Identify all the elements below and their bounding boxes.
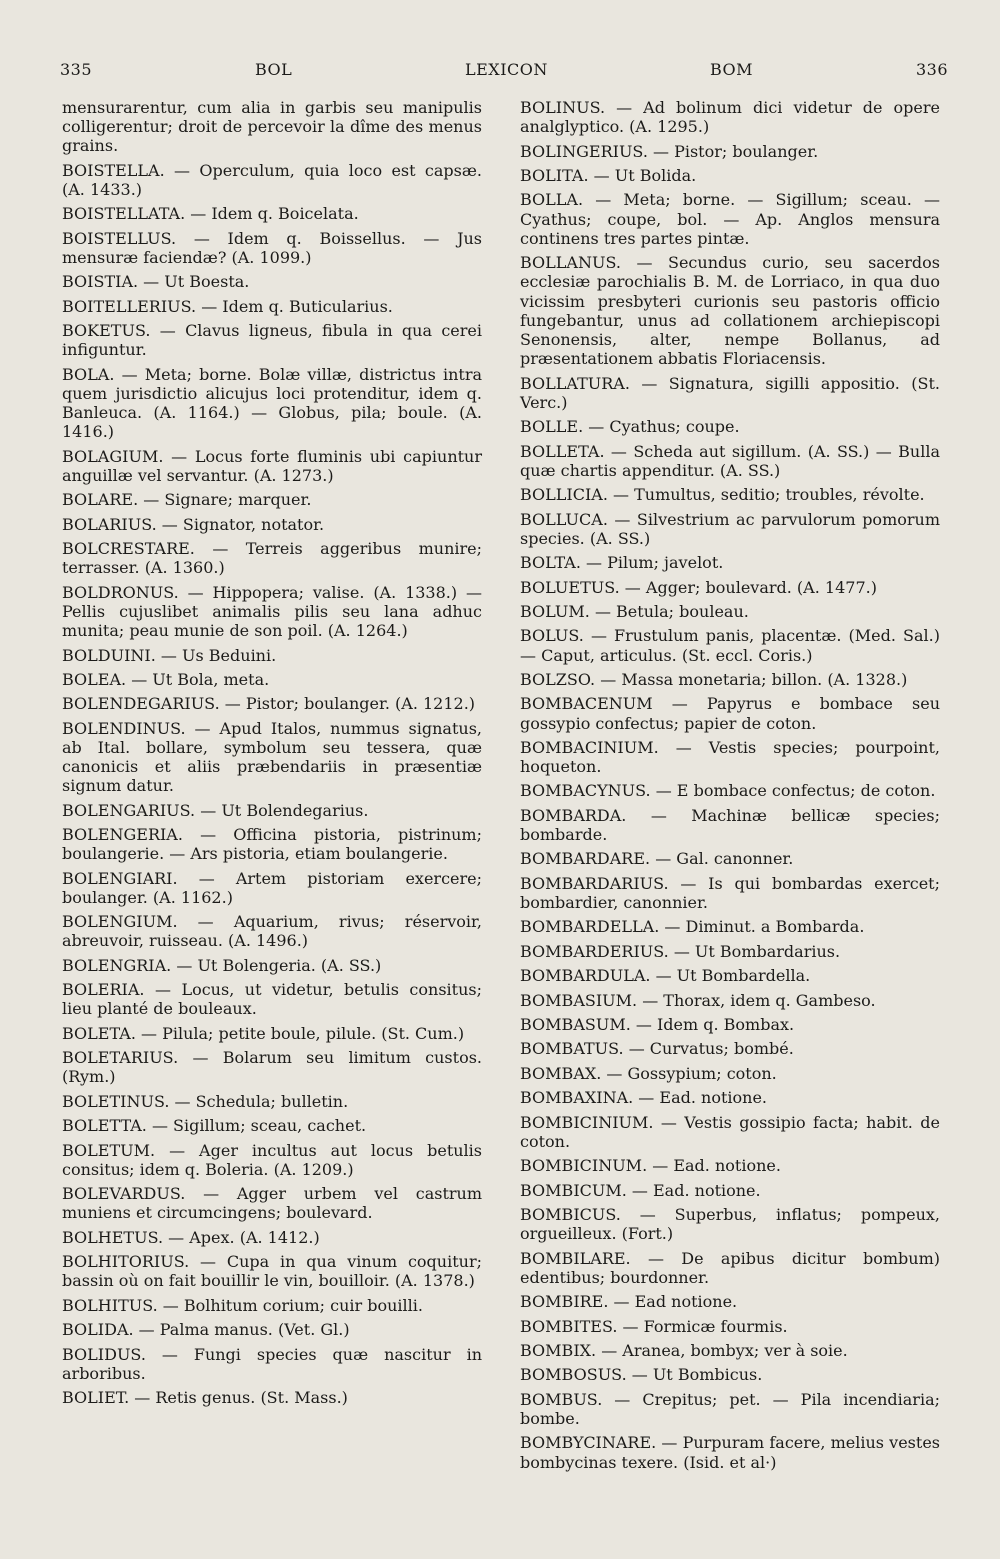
dictionary-entry: BOLARE. — Signare; marquer. — [62, 490, 312, 510]
dictionary-entry: BOLLA. — Meta; borne. — Sigillum; sceau. — Cyathus; coupe, bol. — Ap. Anglos mensura continens tres partes pintæ. — [520, 190, 940, 248]
dictionary-entry: BOKETUS. — Clavus ligneus, fibula in qua cerei infiguntur. — [62, 321, 482, 360]
dictionary-entry: BOLDUINI. — Us Beduini. — [62, 645, 277, 665]
dictionary-entry: BOLDRONUS. — Hippopera; valise. (A. 1338.) — Pellis cujuslibet animalis pilis seu lana adhuc munita; peau munie de son poil. (A. 1264.) — [62, 582, 482, 641]
dictionary-entry: BOISTIA. — Ut Boesta. — [62, 272, 250, 292]
dictionary-entry: BOLENDEGARIUS. — Pistor; boulanger. (A. 1212.) — [62, 694, 476, 714]
dictionary-entry: BOLITA. — Ut Bolida. — [520, 165, 697, 185]
dictionary-entry: BOMBAXINA. — Ead. notione. — [520, 1088, 767, 1108]
dictionary-entry: BOLTA. — Pilum; javelot. — [520, 553, 724, 573]
dictionary-entry: BOLETTA. — Sigillum; sceau, cachet. — [62, 1116, 367, 1136]
dictionary-entry: BOLENGRIA. — Ut Bolengeria. (A. SS.) — [62, 955, 382, 975]
dictionary-entry: BOLETA. — Pilula; petite boule, pilule. (St. Cum.) — [62, 1023, 465, 1043]
dictionary-entry: BOMBYCINARE. — Purpuram facere, melius vestes bombycinas texere. (Isid. et al·) — [520, 1433, 940, 1472]
dictionary-entry: BOLENGIARI. — Artem pistoriam exercere; boulanger. (A. 1162.) — [62, 868, 482, 907]
dictionary-entry: BOLCRESTARE. — Terreis aggeribus munire; terrasser. (A. 1360.) — [62, 539, 482, 578]
running-title: LEXICON — [465, 60, 548, 79]
dictionary-entry: BOMBASUM. — Idem q. Bombax. — [520, 1015, 795, 1035]
dictionary-entry: BOLARIUS. — Signator, notator. — [62, 514, 325, 534]
dictionary-entry: BOLIDUS. — Fungi species quæ nascitur in arboribus. — [62, 1344, 482, 1383]
dictionary-entry: BOMBACENUM — Papyrus e bombace seu gossypio confectus; papier de coton. — [520, 694, 940, 733]
dictionary-entry: BOLERIA. — Locus, ut videtur, betulis consitus; lieu planté de bouleaux. — [62, 980, 482, 1019]
dictionary-entry: BOLAGIUM. — Locus forte fluminis ubi capiuntur anguillæ vel servantur. (A. 1273.) — [62, 446, 482, 485]
dictionary-entry: BOLHETUS. — Apex. (A. 1412.) — [62, 1227, 320, 1247]
dictionary-entry: BOLIET. — Retis genus. (St. Mass.) — [62, 1388, 348, 1408]
dictionary-entry: BOITELLERIUS. — Idem q. Buticularius. — [62, 296, 393, 316]
dictionary-entry: BOLHITUS. — Bolhitum corium; cuir bouilli. — [62, 1295, 423, 1315]
dictionary-entry: BOMBARDARE. — Gal. canonner. — [520, 849, 794, 869]
dictionary-entry: BOMBILARE. — De apibus dicitur bombum) edentibus; bourdonner. — [520, 1248, 940, 1287]
dictionary-columns — [62, 98, 962, 1528]
dictionary-entry: BOMBARDARIUS. — Is qui bombardas exercet; bombardier, canonnier. — [520, 873, 940, 913]
dictionary-entry: BOISTELLA. — Operculum, quia loco est capsæ. (A. 1433.) — [62, 160, 482, 199]
dictionary-entry: BOLLICIA. — Tumultus, seditio; troubles, révolte. — [520, 485, 925, 505]
dictionary-entry: BOISTELLUS. — Idem q. Boissellus. — Jus mensuræ faciendæ? (A. 1099.) — [62, 228, 482, 267]
dictionary-entry: BOMBICINUM. — Ead. notione. — [520, 1156, 781, 1176]
dictionary-entry: BOLETINUS. — Schedula; bulletin. — [62, 1091, 349, 1111]
dictionary-entry: BOLEVARDUS. — Agger urbem vel castrum muniens et circumcingens; boulevard. — [62, 1184, 482, 1223]
dictionary-entry: BOLLETA. — Scheda aut sigillum. (A. SS.) — Bulla quæ chartis appenditur. (A. SS.) — [520, 441, 940, 480]
dictionary-entry: BOMBOSUS. — Ut Bombicus. — [520, 1365, 763, 1385]
page-number-left: 335 — [60, 60, 93, 79]
dictionary-entry: BOMBAX. — Gossypium; coton. — [520, 1063, 777, 1083]
dictionary-entry: BOLENDINUS. — Apud Italos, nummus signatus, ab Ital. bollare, symbolum seu tessera, quæ canonicis et aliis præbendariis in præsentiæ signum datur. — [62, 718, 482, 796]
dictionary-entry: BOLINUS. — Ad bolinum dici videtur de opere analglyptico. (A. 1295.) — [520, 98, 940, 137]
dictionary-entry: BOLA. — Meta; borne. Bolæ villæ, districtus intra quem jurisdictio alicujus loci protenditur, idem q. Banleuca. (A. 1164.) — Globus, pila; boule. (A. 1416.) — [62, 364, 482, 442]
dictionary-entry: BOMBARDELLA. — Diminut. a Bombarda. — [520, 917, 865, 937]
dictionary-entry: BOLENGIUM. — Aquarium, rivus; réservoir, abreuvoir, ruisseau. (A. 1496.) — [62, 912, 482, 951]
dictionary-entry: BOLIDA. — Palma manus. (Vet. Gl.) — [62, 1320, 350, 1340]
dictionary-entry: BOLETUM. — Ager incultus aut locus betulis consitus; idem q. Boleria. (A. 1209.) — [62, 1140, 482, 1179]
dictionary-entry: BOISTELLATA. — Idem q. Boicelata. — [62, 204, 359, 224]
dictionary-entry: BOMBITES. — Formicæ fourmis. — [520, 1316, 788, 1336]
page-header — [60, 60, 960, 90]
dictionary-entry: BOLLE. — Cyathus; coupe. — [520, 417, 740, 437]
dictionary-entry: BOLINGERIUS. — Pistor; boulanger. — [520, 141, 819, 161]
dictionary-entry: BOMBICINIUM. — Vestis gossipio facta; habit. de coton. — [520, 1112, 940, 1151]
dictionary-entry: BOLUM. — Betula; bouleau. — [520, 601, 749, 621]
dictionary-entry: BOLUS. — Frustulum panis, placentæ. (Med. Sal.) — Caput, articulus. (St. eccl. Coris.) — [520, 626, 940, 665]
dictionary-entry: BOLENGARIUS. — Ut Bolendegarius. — [62, 800, 369, 820]
left-column — [62, 98, 482, 1413]
dictionary-entry: BOLLUCA. — Silvestrium ac parvulorum pomorum species. (A. SS.) — [520, 509, 940, 548]
right-column — [520, 98, 940, 1477]
guide-word-right: BOM — [710, 60, 754, 79]
dictionary-entry: BOMBATUS. — Curvatus; bombé. — [520, 1039, 794, 1059]
dictionary-entry: BOLZSO. — Massa monetaria; billon. (A. 1328.) — [520, 669, 908, 689]
guide-word-left: BOL — [255, 60, 293, 79]
dictionary-entry: BOLEA. — Ut Bola, meta. — [62, 669, 270, 689]
dictionary-entry: mensurarentur, cum alia in garbis seu manipulis colligerentur; droit de percevoir la dîme des menus grains. — [62, 98, 482, 156]
dictionary-entry: BOMBUS. — Crepitus; pet. — Pila incendiaria; bombe. — [520, 1389, 940, 1428]
dictionary-entry: BOLLANUS. — Secundus curio, seu sacerdos ecclesiæ parochialis B. M. de Lorriaco, in qua duo vicissim presbyteri curionis seu pastoris officio fungebantur, unus ad collationem archiepiscopi Senonensis, alter, nempe Bollanus, ad præsentationem abbatis Floriacensis. — [520, 253, 940, 369]
dictionary-entry: BOMBARDERIUS. — Ut Bombardarius. — [520, 941, 841, 961]
dictionary-entry: BOLENGERIA. — Officina pistoria, pistrinum; boulangerie. — Ars pistoria, etiam boulangerie. — [62, 825, 482, 864]
dictionary-entry: BOLHITORIUS. — Cupa in qua vinum coquitur; bassin où on fait bouillir le vin, bouilloir. (A. 1378.) — [62, 1252, 482, 1291]
dictionary-entry: BOMBACINIUM. — Vestis species; pourpoint, hoqueton. — [520, 737, 940, 777]
dictionary-entry: BOMBIRE. — Ead notione. — [520, 1292, 738, 1312]
dictionary-entry: BOMBACYNUS. — E bombace confectus; de coton. — [520, 781, 936, 801]
dictionary-entry: BOLUETUS. — Agger; boulevard. (A. 1477.) — [520, 577, 877, 597]
dictionary-entry: BOMBASIUM. — Thorax, idem q. Gambeso. — [520, 990, 876, 1010]
dictionary-entry: BOMBARDA. — Machinæ bellicæ species; bombarde. — [520, 805, 940, 845]
dictionary-entry: BOMBARDULA. — Ut Bombardella. — [520, 966, 811, 986]
dictionary-entry: BOMBICUS. — Superbus, inflatus; pompeux, orgueilleux. (Fort.) — [520, 1204, 940, 1244]
dictionary-entry: BOMBICUM. — Ead. notione. — [520, 1180, 761, 1200]
dictionary-entry: BOMBIX. — Aranea, bombyx; ver à soie. — [520, 1340, 848, 1360]
dictionary-entry: BOLETARIUS. — Bolarum seu limitum custos. (Rym.) — [62, 1048, 482, 1087]
page-number-right: 336 — [916, 60, 949, 79]
dictionary-entry: BOLLATURA. — Signatura, sigilli appositio. (St. Verc.) — [520, 373, 940, 412]
